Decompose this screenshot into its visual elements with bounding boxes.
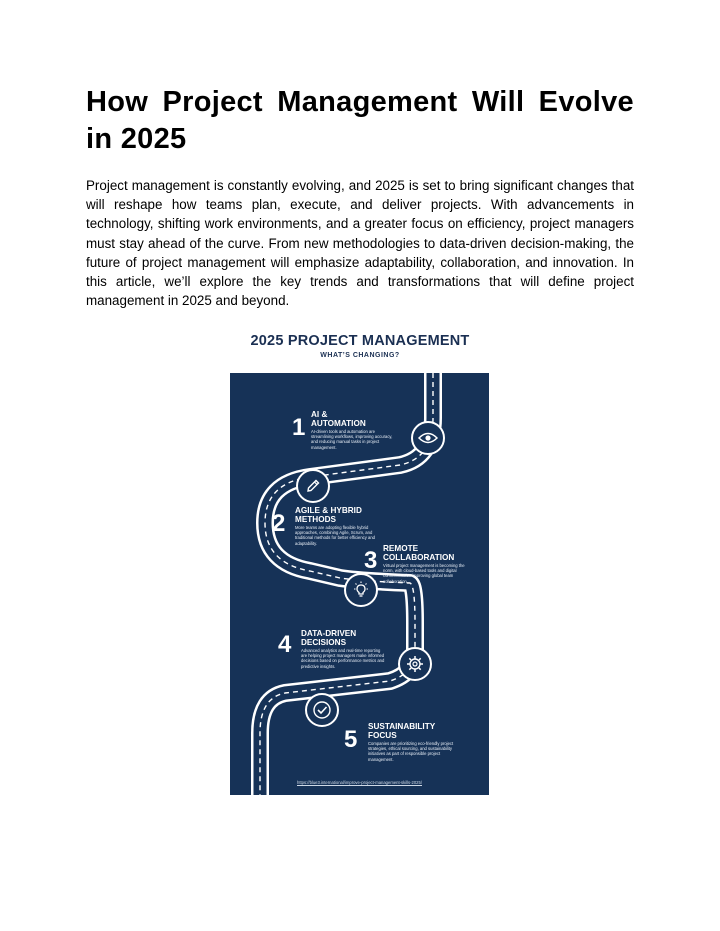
step-heading: AI & AUTOMATION [311, 410, 366, 428]
check-circle-icon [305, 693, 339, 727]
gear-icon [398, 647, 432, 681]
lightbulb-icon [344, 573, 378, 607]
step-heading: AGILE & HYBRID METHODS [295, 506, 362, 524]
step-description: AI-driven tools and automation are streamlining workflows, improving accuracy, and reducing manual tasks in project management. [311, 429, 393, 450]
article-intro: Project management is constantly evolving, and 2025 is set to bring significant changes that will reshape how teams plan, execute, and deliver projects. With advancements in technology, shifting work environments, and a greater focus on efficiency, project managers must stay ahead of the curve. From new methodologies to data-driven decision-making, the future of project management will emphasize adaptability, collaboration, and innovation. In this article, we’ll explore the key trends and transformations that will define project management in 2025 and beyond. [86, 178, 634, 309]
source-link[interactable]: https://blue3.international/improve-project-management-skills-2025/ [297, 780, 422, 785]
step-heading: SUSTAINABILITY FOCUS [368, 722, 436, 740]
step-number: 2 [272, 510, 286, 537]
infographic-panel [230, 373, 489, 795]
step-number: 4 [278, 631, 292, 658]
step-heading: DATA-DRIVEN DECISIONS [301, 629, 357, 647]
step-description: Advanced analytics and real-time reporting are helping project managers make informed decisions based on performance metrics and predictive insights. [301, 648, 385, 669]
step-number: 5 [344, 726, 358, 753]
step-number: 1 [292, 414, 306, 441]
infographic-title: 2025 PROJECT MANAGEMENT [250, 333, 470, 349]
step-number: 3 [364, 547, 378, 574]
infographic-subtitle: WHAT’S CHANGING? [320, 352, 400, 359]
step-description: More teams are adopting flexible hybrid approaches, combining Agile, Scrum, and traditional methods for better efficiency and adaptability. [295, 525, 375, 546]
article-title: How Project Management Will Evolve in 2025 [86, 86, 634, 155]
step-description: Companies are prioritizing eco-friendly project strategies, ethical sourcing, and sustainability initiatives as part of responsible project management. [368, 741, 454, 762]
step-heading: REMOTE COLLABORATION [383, 544, 455, 562]
step-description: Virtual project management is becoming the norm, with cloud-based tools and digital communication improving global team collaboration. [383, 563, 465, 584]
infographic-header [230, 326, 490, 372]
pencil-icon [296, 469, 330, 503]
